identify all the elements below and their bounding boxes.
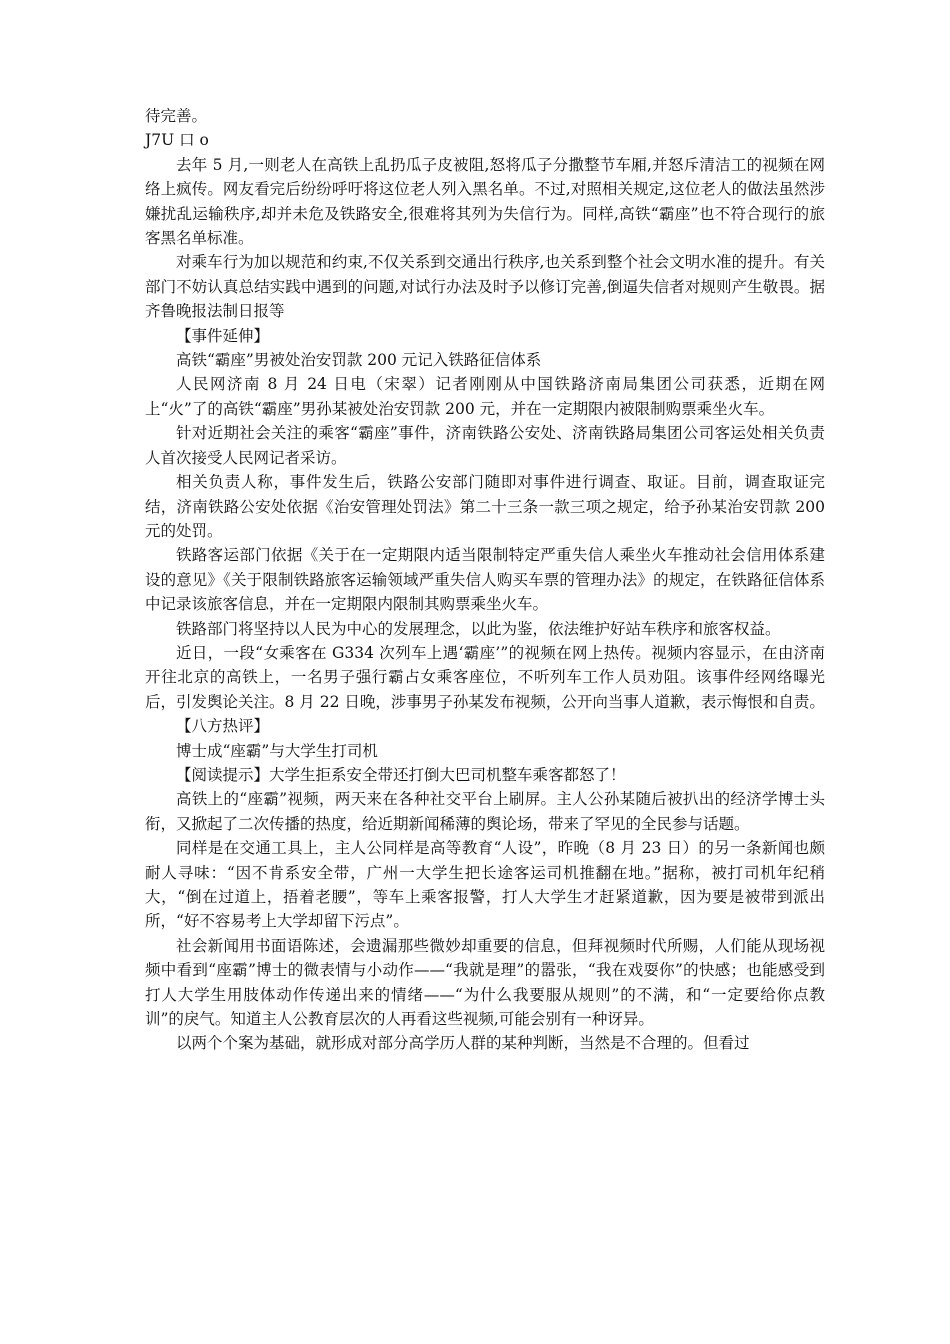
article-headline: 博士成“座霸”与大学生打司机	[176, 741, 378, 760]
paragraph-body: 对乘车行为加以规范和约束,不仅关系到交通出行秩序,也关系到整个社会文明水准的提升。有关部门不妨认真总结实践中遇到的问题,对试行办法及时予以修订完善,倒逼失信者对规则产生敬畏。据齐鲁晚报法制日报等	[145, 253, 825, 321]
document-body	[145, 104, 825, 1056]
section-heading-event-extension: 【事件延伸】	[176, 326, 270, 345]
reading-tip: 【阅读提示】大学生拒系安全带还打倒大巴司机整车乘客都怒了！	[176, 765, 626, 784]
paragraph-continuation: 待完善。	[145, 107, 208, 125]
paragraph-body: 近日，一段“女乘客在 G334 次列车上遇‘霸座’”的视频在网上热传。视频内容显示，在由济南开往北京的高铁上，一名男子强行霸占女乘客座位，不听列车工作人员劝阻。该事件经网络曝光后，引发舆论关注。8 月 22 日晚，涉事男子孙某发布视频，公开向当事人道歉，表示悔恨和自责。	[145, 643, 825, 711]
paragraph-body: 高铁上的“座霸”视频，两天来在各种社交平台上刷屏。主人公孙某随后被扒出的经济学博士头衔，又掀起了二次传播的热度，给近期新闻稀薄的舆论场，带来了罕见的全民参与话题。	[145, 790, 825, 833]
paragraph-body: 相关负责人称，事件发生后，铁路公安部门随即对事件进行调查、取证。目前，调查取证完结，济南铁路公安处依据《治安管理处罚法》第二十三条一款三项之规定，给予孙某治安罚款 200 元的处罚。	[145, 473, 825, 540]
paragraph-body: 同样是在交通工具上，主人公同样是高等教育“人设”，昨晚（8 月 23 日）的另一条新闻也颇耐人寻味：“因不肯系安全带，广州一大学生把长途客运司机推翻在地。”据称，被打司机年纪稍大，“倒在过道上，捂着老腰”，等车上乘客报警，打人大学生才赶紧道歉，因为要是被带到派出所，“好不容易考上大学却留下污点”。	[145, 839, 825, 931]
paragraph-artifact: J7U 口 o	[145, 131, 209, 150]
paragraph-body: 铁路客运部门依据《关于在一定期限内适当限制特定严重失信人乘坐火车推动社会信用体系建设的意见》《关于限制铁路旅客运输领域严重失信人购买车票的管理办法》的规定，在铁路征信体系中记录该旅客信息，并在一定期限内限制其购票乘坐火车。	[145, 546, 825, 614]
paragraph-body: 针对近期社会关注的乘客“霸座”事件，济南铁路公安处、济南铁路局集团公司客运处相关负责人首次接受人民网记者采访。	[145, 424, 825, 467]
paragraph-body: 社会新闻用书面语陈述，会遗漏那些微妙却重要的信息，但拜视频时代所赐，人们能从现场视频中看到“座霸”博士的微表情与小动作——“我就是理”的嚣张，“我在戏耍你”的快感；也能感受到打人大学生用肢体动作传递出来的情绪——“为什么我要服从规则”的不满，和“一定要给你点教训”的戾气。知道主人公教育层次的人再看这些视频,可能会别有一种讶异。	[145, 936, 825, 1029]
paragraph-body: 人民网济南 8 月 24 日电（宋翠）记者刚刚从中国铁路济南局集团公司获悉，近期在网上“火”了的高铁“霸座”男孙某被处治安罚款 200 元，并在一定期限内被限制购票乘坐火车。	[145, 375, 825, 418]
paragraph-body: 去年 5 月,一则老人在高铁上乱扔瓜子皮被阻,怒将瓜子分撒整节车厢,并怒斥清洁工的视频在网络上疯传。网友看完后纷纷呼吁将这位老人列入黑名单。不过,对照相关规定,这位老人的做法虽然涉嫌扰乱运输秩序,却并未危及铁路安全,很难将其列为失信行为。同样,高铁“霸座”也不符合现行的旅客黑名单标准。	[145, 155, 825, 248]
paragraph-body: 铁路部门将坚持以人民为中心的发展理念，以此为鉴，依法维护好站车秩序和旅客权益。	[176, 619, 781, 638]
section-heading-commentary: 【八方热评】	[176, 717, 270, 736]
article-headline: 高铁“霸座”男被处治安罚款 200 元记入铁路征信体系	[176, 351, 542, 370]
paragraph-body: 以两个个案为基础，就形成对部分高学历人群的某种判断，当然是不合理的。但看过	[176, 1034, 750, 1053]
